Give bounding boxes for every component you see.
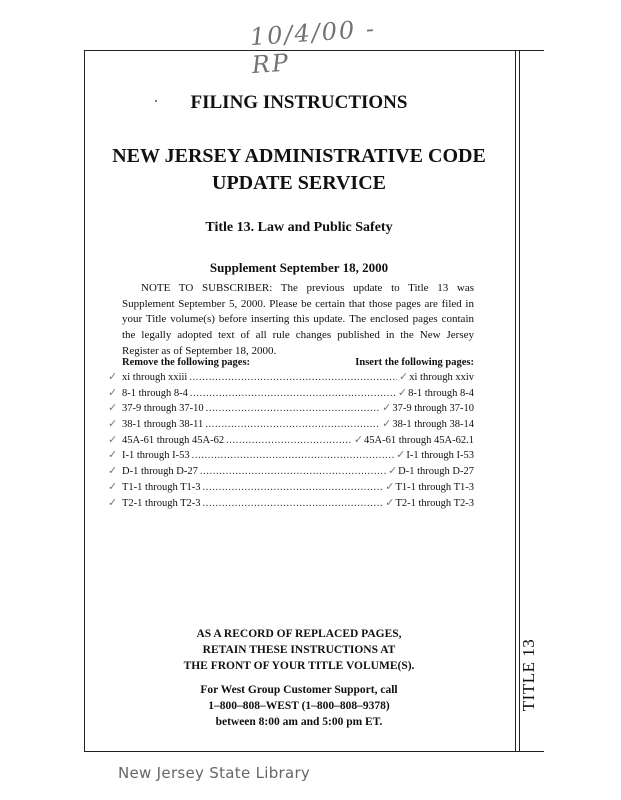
insert-pages: 37-9 through 37-10 — [392, 403, 474, 415]
check-mark-icon: ✓ — [382, 418, 392, 431]
remove-pages: 45A-61 through 45A-62 — [122, 434, 225, 446]
check-mark-icon: ✓ — [387, 465, 398, 478]
dot-leader — [226, 435, 352, 446]
code-title-line-2: UPDATE SERVICE — [212, 172, 386, 194]
retain-line: THE FRONT OF YOUR TITLE VOLUME(S). — [183, 660, 415, 672]
check-mark-icon: ✓ — [385, 496, 395, 509]
remove-pages: 8-1 through 8-4 — [122, 387, 188, 399]
note-line: your Title volume(s) before inserting this update. The enclosed pages contain — [122, 313, 474, 326]
remove-pages: I-1 through I-53 — [122, 450, 190, 462]
remove-pages: 37-9 through 37-10 — [122, 403, 204, 415]
check-mark-icon: ✓ — [108, 386, 118, 399]
check-mark-icon: ✓ — [108, 465, 118, 478]
support-hours: between 8:00 am and 5:00 pm ET. — [215, 716, 383, 728]
check-mark-icon: ✓ — [108, 402, 118, 415]
check-mark-icon: ✓ — [108, 449, 118, 462]
check-mark-icon: ✓ — [353, 433, 364, 446]
support-line: For West Group Customer Support, call — [200, 684, 398, 696]
insert-pages: 45A-61 through 45A-62.1 — [364, 434, 474, 446]
insert-header: Insert the following pages: — [355, 357, 474, 368]
check-mark-icon: ✓ — [108, 496, 118, 509]
library-stamp: New Jersey State Library — [118, 764, 311, 782]
insert-pages: T1-1 through T1-3 — [395, 481, 474, 493]
check-mark-icon: ✓ — [108, 418, 118, 431]
retain-line: AS A RECORD OF REPLACED PAGES, — [196, 628, 402, 640]
remove-pages: xi through xxiii — [122, 372, 188, 383]
dot-leader — [189, 372, 397, 383]
title-tab-label: TITLE 13 — [519, 638, 539, 712]
dot-leader — [203, 498, 384, 509]
list-item — [108, 496, 474, 512]
check-mark-icon: ✓ — [108, 371, 118, 383]
check-mark-icon: ✓ — [397, 386, 408, 399]
list-item — [108, 464, 474, 480]
title-tab — [514, 620, 544, 730]
check-mark-icon: ✓ — [385, 480, 395, 493]
dot-leader — [192, 450, 394, 461]
dot-leader — [190, 388, 396, 399]
title-number: Title 13. Law and Public Safety — [205, 220, 393, 235]
list-item — [108, 448, 474, 464]
insert-pages: T2-1 through T2-3 — [395, 497, 474, 509]
note-line: Register as of September 18, 2000. — [122, 344, 277, 357]
retain-instructions — [84, 626, 514, 674]
remove-pages: T2-1 through T2-3 — [122, 497, 201, 509]
check-mark-icon: ✓ — [108, 480, 118, 493]
remove-header: Remove the following pages: — [122, 357, 251, 368]
list-item — [108, 401, 474, 417]
note-line: Supplement September 5, 2000. Please be certain that those pages are filed in — [122, 297, 474, 310]
remove-pages: D-1 through D-27 — [122, 466, 198, 478]
subscriber-note — [122, 281, 474, 360]
insert-pages: D-1 through D-27 — [398, 466, 474, 478]
support-phone: 1–800–808–WEST (1–800–808–9378) — [208, 700, 390, 712]
code-title-line-1: NEW JERSEY ADMINISTRATIVE CODE — [112, 145, 486, 167]
list-item — [108, 417, 474, 433]
note-line: NOTE TO SUBSCRIBER: The previous update to Title 13 was — [141, 282, 474, 294]
insert-pages: 8-1 through 8-4 — [408, 387, 474, 399]
remove-pages: 38-1 through 38-11 — [122, 419, 204, 431]
check-mark-icon: ✓ — [108, 433, 118, 446]
page-title: FILING INSTRUCTIONS — [190, 92, 408, 113]
list-item — [108, 370, 474, 386]
tab-border-bottom — [514, 751, 544, 752]
check-mark-icon: ✓ — [382, 402, 392, 415]
list-item — [108, 433, 474, 449]
customer-support — [84, 682, 514, 730]
list-item — [108, 480, 474, 496]
handwritten-date-note: 10/4/00 -RP — [248, 14, 377, 80]
supplement-date: Supplement September 18, 2000 — [209, 260, 389, 275]
check-mark-icon: ✓ — [396, 449, 406, 462]
dot-leader — [200, 466, 386, 477]
retain-line: RETAIN THESE INSTRUCTIONS AT — [202, 644, 396, 656]
insert-pages: 38-1 through 38-14 — [392, 419, 474, 431]
remove-pages: T1-1 through T1-3 — [122, 481, 201, 493]
page-list — [108, 370, 474, 511]
note-line: the legally adopted text of all rule changes published in the New Jersey — [122, 329, 474, 342]
insert-pages: xi through xxiv — [409, 372, 474, 383]
check-mark-icon: ✓ — [399, 371, 409, 383]
dot-leader — [206, 403, 380, 414]
code-title — [84, 143, 514, 197]
dot-leader — [205, 419, 380, 430]
list-item — [108, 386, 474, 402]
insert-pages: I-1 through I-53 — [406, 450, 474, 462]
dot-leader — [203, 482, 384, 493]
